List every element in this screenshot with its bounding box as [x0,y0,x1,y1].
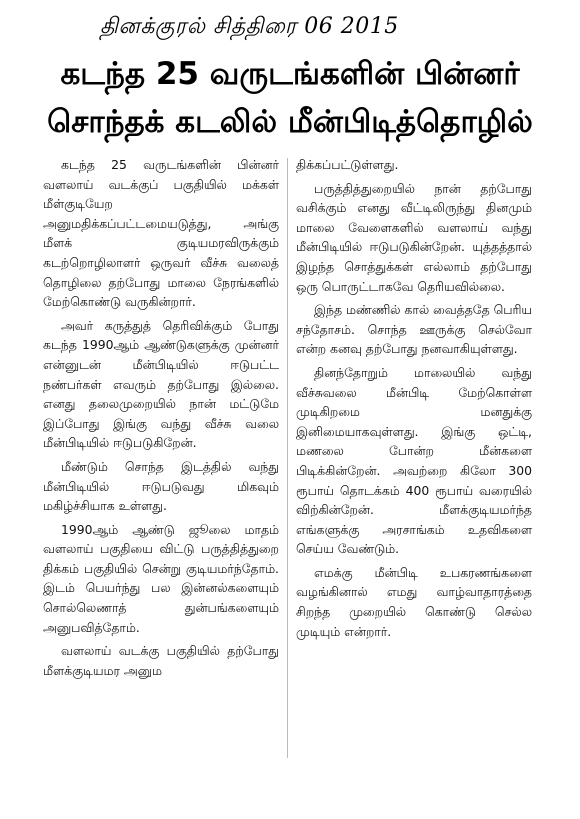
paragraph: 1990ஆம் ஆண்டு ஜூலை மாதம் வளலாய் பகுதியை விட்டு பருத்தித்துறை திக்கம் பகுதியில் சென்று குடியமர்ந்தோம். இடம் பெயர்ந்து பல இன்னல்களையும் சொல்லெணாத் துன்பங்களையும் அனுபவித்தோம். [43,521,279,635]
paragraph: மீண்டும் சொந்த இடத்தில் வந்து மீன்பிடியில் ஈடுபடுவது மிகவும் மகிழ்ச்சியாக உள்ளது. [43,458,279,514]
article-column-left [43,155,279,684]
article-column-right [296,155,532,645]
paragraph: தினந்தோறும் மாலையில் வந்து வீச்சுவலை மீன்பிடி மேற்கொள்ள முடிகிறமை மனதுக்கு இனிமையாகவுள்ளது. இங்கு ஒட்டி, மணலை போன்ற மீன்களை பிடிக்கின்றேன். அவற்றை கிலோ 300 ரூபாய் தொடக்கம் 400 ரூபாய் வரையில் விற்கின்றேன். மீளக்குடியமர்ந்த எங்களுக்கு அரசாங்கம் உதவிகளை செய்ய வேண்டும். [296,364,532,557]
headline-line-2: சொந்தக் கடலில் மீன்பிடித்தொழில் [47,104,533,140]
masthead-date: தினக்குரல் சித்திரை 06 2015 [100,14,399,39]
paragraph: பருத்தித்துறையில் நான் தற்போது வசிக்கும் எனது வீட்டிலிருந்து தினமும் மாலை வேளைகளில் வளலாய் வந்து மீன்பிடியில் ஈடுபடுகின்றேன். யுத்தத்தால் இழந்த சொத்துக்கள் எல்லாம் தற்போது ஒரு பொருட்டாகவே தெரியவில்லை. [296,180,532,294]
paragraph: இந்த மண்ணில் கால் வைத்ததே பெரிய சந்தோசம். சொந்த ஊருக்கு செல்வோ என்ற கனவு தற்போது நனவாகியுள்ளது. [296,302,532,357]
paragraph: எமக்கு மீன்பிடி உபகரணங்களை வழங்கினால் எமது வாழ்வாதாரத்தை சிறந்த முறையில் கொண்டு செல்ல முடியும் என்றார். [296,564,532,639]
paragraph: வளலாய் வடக்கு பகுதியில் தற்போது மீளக்குடியமர அனும [43,643,279,678]
paragraph-continuation: திக்கப்பட்டுள்ளது. [296,157,399,172]
paragraph: கடந்த 25 வருடங்களின் பின்னர் வளலாய் வடக்குப் பகுதியில் மக்கள் மீள்குடியேற அனுமதிக்கப்பட்டமையடுத்து, அங்கு மீளக் குடியமரவிருக்கும் கடற்றொழிலாளர் ஒருவர் வீச்சு வலைத் தொழிலை தற்போது மாலை நேரங்களில் மேற்கொண்டு வருகின்றார். [43,157,279,310]
headline-line-1: கடந்த 25 வருடங்களின் பின்னர் [60,56,520,92]
column-divider [287,158,288,758]
paragraph: அவர் கருத்துத் தெரிவிக்கும் போது கடந்த 1990ஆம் ஆண்டுகளுக்கு முன்னர் என்னுடன் மீன்பிடியில் ஈடுபட்ட நண்பர்கள் எவரும் தற்போது இல்லை. எனது தலைமுறையில் நான் மட்டுமே இப்போது இங்கு வந்து வீச்சு வலை மீன்பிடியில் ஈடுபடுகிறேன். [43,317,279,451]
